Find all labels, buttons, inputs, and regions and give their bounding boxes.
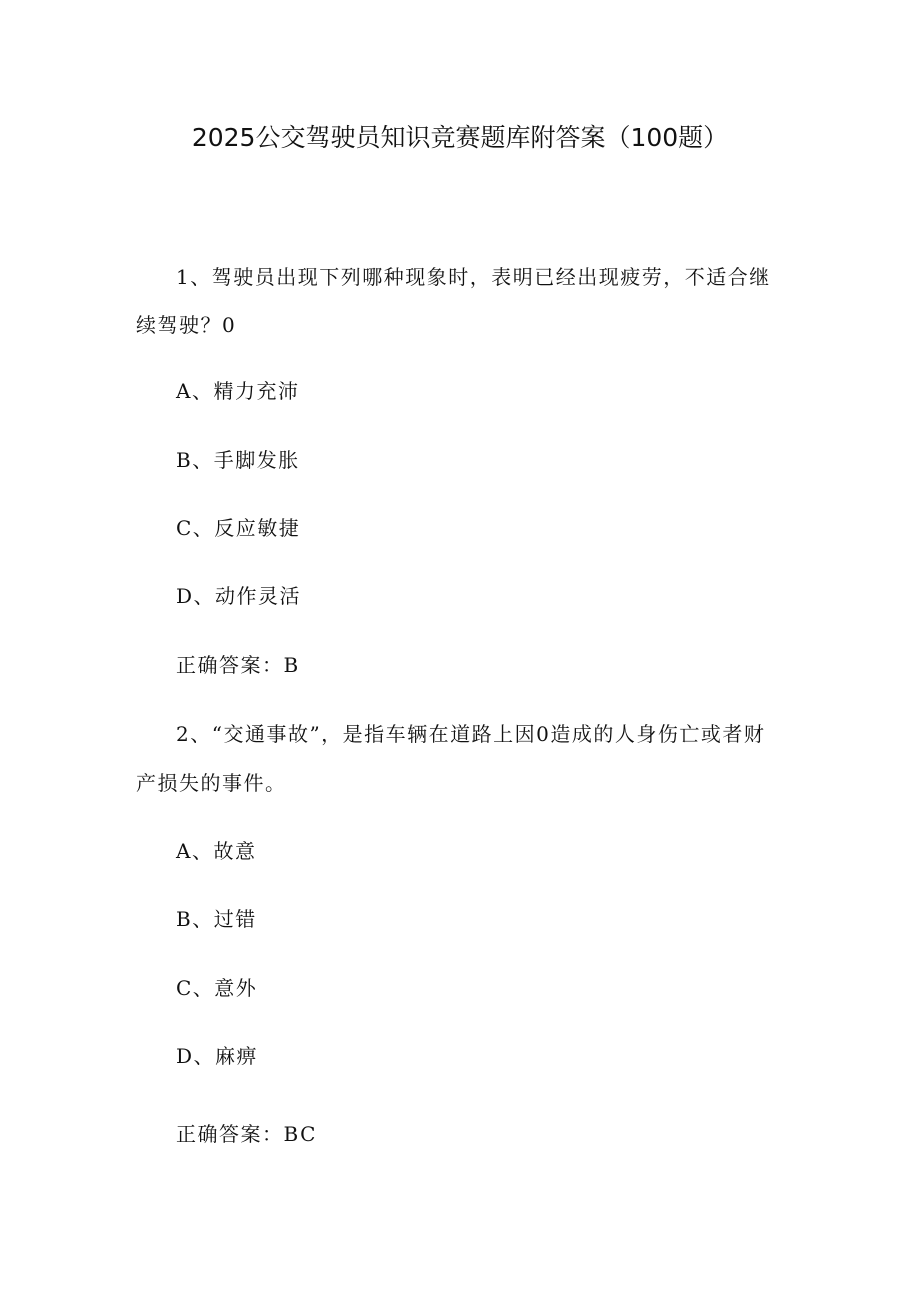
question-1-option-c: C、反应敏捷 bbox=[176, 516, 301, 540]
question-1-stem-line-1: 1、驾驶员出现下列哪种现象时，表明已经出现疲劳，不适合继 bbox=[176, 265, 771, 289]
document-title: 2025公交驾驶员知识竞赛题库附答案（100题） bbox=[191, 123, 729, 152]
question-2-option-d: D、麻痹 bbox=[176, 1044, 259, 1068]
question-2-answer: 正确答案：BC bbox=[176, 1122, 317, 1146]
question-1-option-a: A、精力充沛 bbox=[176, 379, 300, 403]
question-2-stem-line-2: 产损失的事件。 bbox=[136, 771, 287, 795]
question-1-option-b: B、手脚发胀 bbox=[176, 448, 300, 472]
question-2-option-b: B、过错 bbox=[176, 907, 257, 931]
question-2-stem-line-1: 2、“交通事故”，是指车辆在道路上因0造成的人身伤亡或者财 bbox=[176, 722, 766, 746]
question-2-option-c: C、意外 bbox=[176, 976, 258, 1000]
question-1-answer: 正确答案：B bbox=[176, 653, 300, 677]
question-2-option-a: A、故意 bbox=[176, 839, 257, 863]
question-1-stem-line-2: 续驾驶？0 bbox=[136, 313, 237, 337]
question-1-option-d: D、动作灵活 bbox=[176, 584, 302, 608]
